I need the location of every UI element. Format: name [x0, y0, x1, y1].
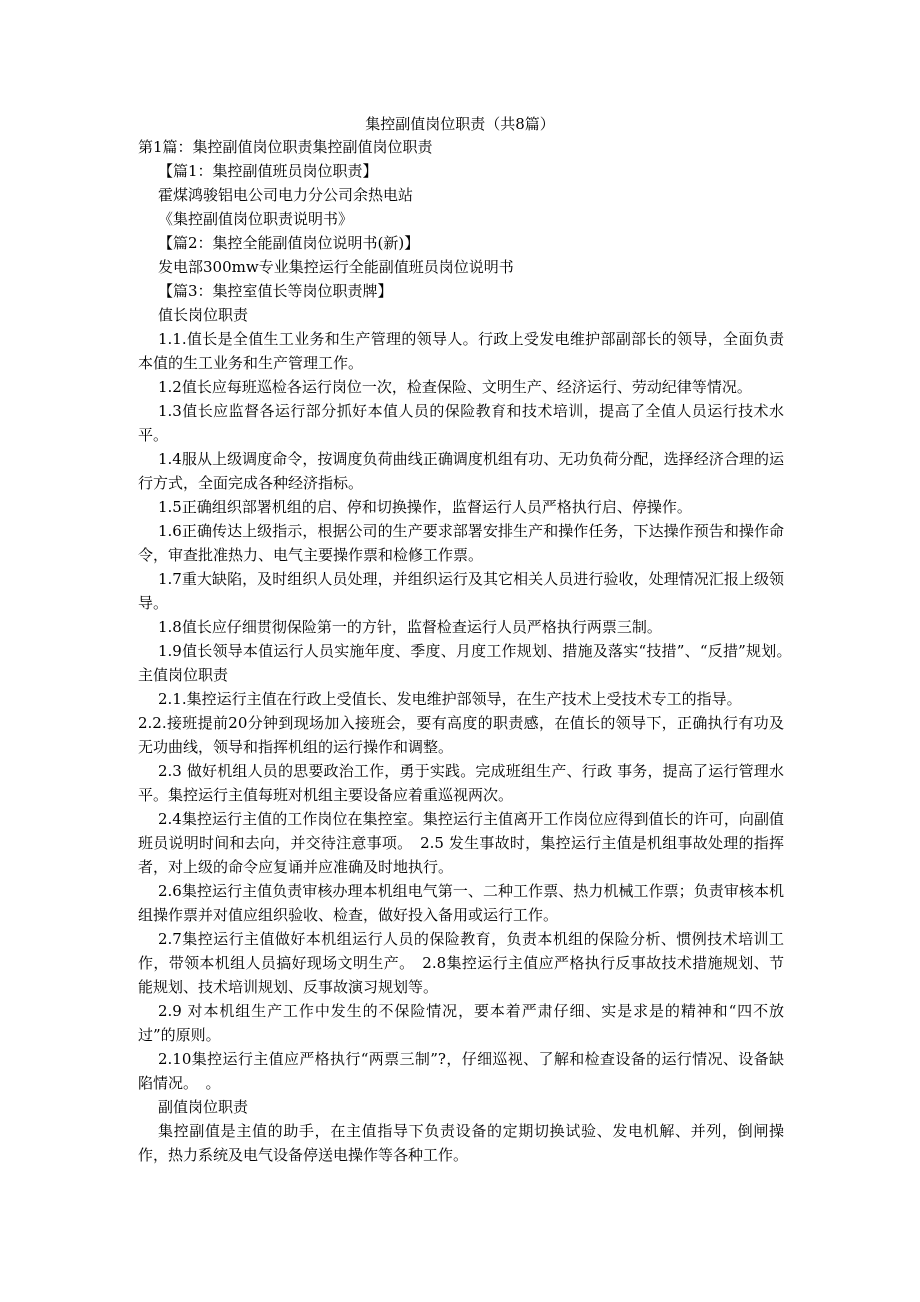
paragraph: 2.2.接班提前20分钟到现场加入接班会，要有高度的职责感，在值长的领导下，正确执行有功及无功曲线，领导和指挥机组的运行操作和调整。 — [138, 714, 784, 756]
paragraph: 1.8值长应仔细贯彻保险第一的方针，监督检查运行人员严格执行两票三制。 — [158, 618, 662, 636]
paragraph: 2.10集控运行主值应严格执行“两票三制”?，仔细巡视、了解和检查设备的运行情况、设备缺陷情况。 。 — [138, 1050, 784, 1092]
document-body — [138, 135, 800, 1167]
paragraph: 1.2值长应每班巡检各运行岗位一次，检查保险、文明生产、经济运行、劳动纪律等情况。 — [158, 378, 752, 396]
paragraph: 1.3值长应监督各运行部分抓好本值人员的保险教育和技术培训，提高了全值人员运行技术水平。 — [138, 402, 784, 444]
paragraph: 《集控副值岗位职责说明书》 — [158, 210, 354, 228]
paragraph: 1.1.值长是全值生工业务和生产管理的领导人。行政上受发电维护部副部长的领导，全面负责本值的生工业务和生产管理工作。 — [138, 330, 784, 372]
paragraph: 集控副值是主值的助手，在主值指导下负责设备的定期切换试验、发电机解、并列，倒闸操作，热力系统及电气设备停送电操作等各种工作。 — [138, 1122, 784, 1164]
paragraph: 2.7集控运行主值做好本机组运行人员的保险教育，负责本机组的保险分析、惯例技术培训工作，带领本机组人员搞好现场文明生产。 2.8集控运行主值应严格执行反事故技术措施规划、节能规划、技术培训规划、反事故演习规划等。 — [138, 930, 784, 996]
paragraph: 2.3 做好机组人员的思要政治工作，勇于实践。完成班组生产、行政 事务，提高了运行管理水平。集控运行主值每班对机组主要设备应着重巡视两次。 — [138, 762, 784, 804]
paragraph: 【篇2：集控全能副值岗位说明书(新)】 — [158, 234, 420, 252]
paragraph: 第1篇：集控副值岗位职责集控副值岗位职责 — [138, 138, 433, 156]
paragraph: 发电部300mw专业集控运行全能副值班员岗位说明书 — [158, 258, 514, 276]
paragraph: 【篇1：集控副值班员岗位职责】 — [158, 162, 378, 180]
paragraph: 1.9值长领导本值运行人员实施年度、季度、月度工作规划、措施及落实“技措”、“反措”规划。 主值岗位职责 — [138, 642, 800, 684]
paragraph: 2.4集控运行主值的工作岗位在集控室。集控运行主值离开工作岗位应得到值长的许可，向副值班员说明时间和去向，并交待注意事项。 2.5 发生事故时，集控运行主值是机组事故处理的指挥者，对上级的命令应复诵并应准确及时地执行。 — [138, 810, 784, 876]
paragraph: 2.9 对本机组生产工作中发生的不保险情况，要本着严肃仔细、实是求是的精神和“四不放过”的原则。 — [138, 1002, 784, 1044]
paragraph: 1.5正确组织部署机组的启、停和切换操作，监督运行人员严格执行启、停操作。 — [158, 498, 692, 516]
paragraph: 副值岗位职责 — [158, 1098, 249, 1116]
paragraph: 1.4服从上级调度命令，按调度负荷曲线正确调度机组有功、无功负荷分配，选择经济合理的运行方式，全面完成各种经济指标。 — [138, 450, 784, 492]
paragraph: 1.7重大缺陷，及时组织人员处理，并组织运行及其它相关人员进行验收，处理情况汇报上级领导。 — [138, 570, 784, 612]
paragraph: 【篇3：集控室值长等岗位职责牌】 — [158, 282, 393, 300]
paragraph: 2.6集控运行主值负责审核办理本机组电气第一、二种工作票、热力机械工作票；负责审核本机组操作票并对值应组织验收、检查，做好投入备用或运行工作。 — [138, 882, 784, 924]
document-title: 集控副值岗位职责（共8篇） — [365, 115, 555, 133]
paragraph: 值长岗位职责 — [158, 306, 249, 324]
paragraph: 2.1.集控运行主值在行政上受值长、发电维护部领导，在生产技术上受技术专工的指导。 — [158, 690, 742, 708]
paragraph: 霍煤鸿骏铝电公司电力分公司余热电站 — [158, 186, 414, 204]
paragraph: 1.6正确传达上级指示，根据公司的生产要求部署安排生产和操作任务，下达操作预告和操作命令，审查批准热力、电气主要操作票和检修工作票。 — [138, 522, 784, 564]
